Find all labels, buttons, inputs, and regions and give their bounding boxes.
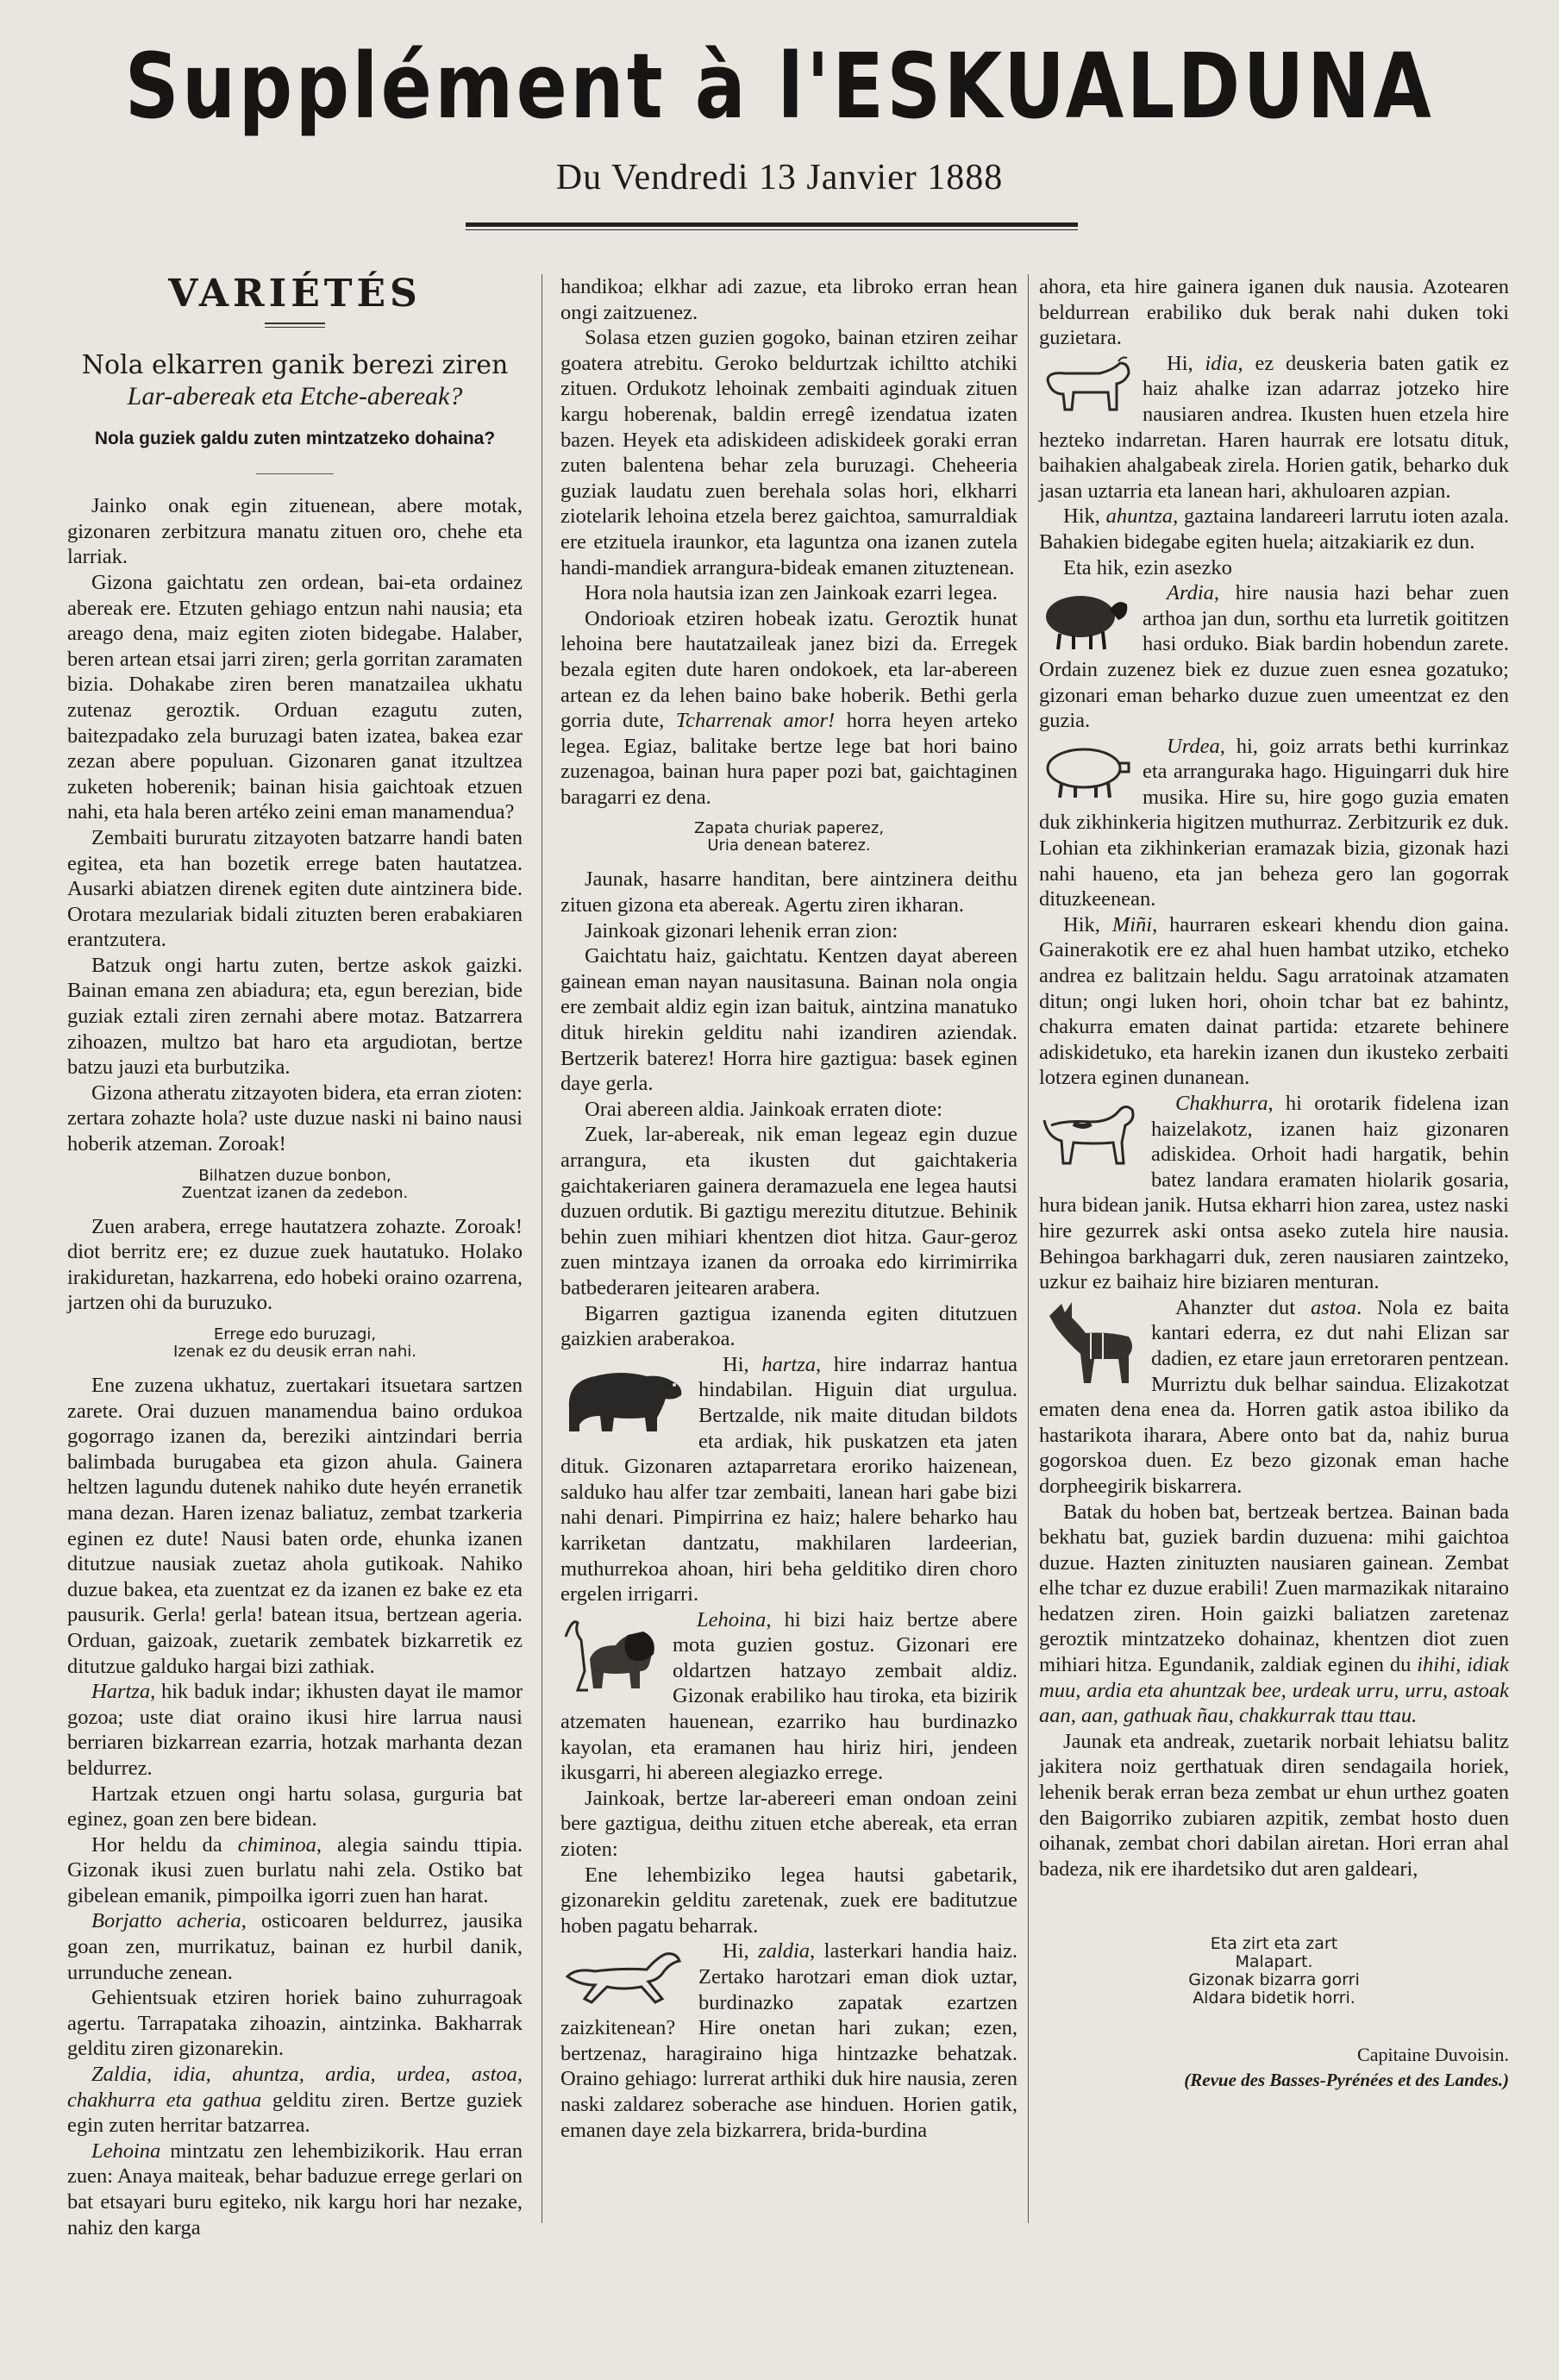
text: Ondorioak etziren hobeak izatu. Geroztik hunat lehoina bere hautatzaileak janez bizi da. Erregek bezala egiten dute haren ondokoek, eta lar-abereen artean ez da lehen baino bake hoberik. Bethi gerla gorria dute, xyxy=(560,606,1017,733)
paragraph xyxy=(67,2139,523,2240)
emphasis: chiminoa xyxy=(237,1832,316,1857)
paragraph: Solasa etzen guzien gogoko, bainan etziren zeihar goatera atrebitu. Geroko beldurtzak ichiltto atchiki zituen. Ordukotz lehoinak zembaiti aginduak zituen kargu hoberenak, baldin erregê izendatua izaten bazen. Heyek eta adiskideen adiskideek goraki erran zuten balentena behar zela buruzagi. Cheheeria guziak laudatu zuen berehala solas hori, elkharri ziotelarik lehoina etzela berez gaichtoa, samurraldiak ere etzituela iraunkor, eta laguntza ona izanen zutela handi-mandiek arrangura-bideak emanen zituztenean. xyxy=(560,326,1017,579)
column-2 xyxy=(560,274,1017,2143)
paragraph: handikoa; elkhar adi zazue, eta libroko erran hean ongi zaitzuenez. xyxy=(560,275,1017,324)
paragraph: Gehientsuak etziren horiek baino zuhurragoak agertu. Tarrapataka zihoazin, aintzinka. Bakharrak gelditu ziren gizonarekin. xyxy=(67,1986,523,2061)
paragraph xyxy=(1039,580,1509,734)
text: , hik baduk indar; ikhusten dayat ile mamor gozoa; uste diat oraino ikusi hire larrua nausi berriaren bizkarrean ezarria, hotzak marhanta dezan beldurrez. xyxy=(67,1680,523,1780)
paragraph xyxy=(560,1938,1017,2143)
text: Hik, xyxy=(1063,504,1106,529)
paragraph: Gaichtatu haiz, gaichtatu. Kentzen dayat abereen gainean eman nayan nausitasuna. Bainan nola ongia ere zembait aldiz egin izan baituk, aintzina manatuko dituk hirekin gelditu nahi izandiren aziendak. Bertzerik baterez! Horra hire gaztigua: basek eginen daye gerla. xyxy=(560,944,1017,1096)
column-divider xyxy=(1028,274,1029,2223)
emphasis: Lehoina xyxy=(697,1607,767,1632)
paragraph: Jaunak eta andreak, zuetarik norbait lehiatsu balitz jakitera noiz gerthatuak diren sendagaila horiek, lehenik berak erran beza zembat ur ehun urthez goaten den Baigorriko zubiaren azpitik, zembat hosto duen oihanak, zembat chori dabilan airetan. Hori erran ahal badeza, nik ere ihardetsiko dut aren galdeari, xyxy=(1039,1729,1509,1881)
masthead-rule xyxy=(466,222,1078,227)
paragraph: Hartzak etzuen ongi hartu solasa, gurguria bat eginez, goan zen bere bidean. xyxy=(67,1782,523,1832)
article-subtitle-line1: Nola elkarren ganik berezi ziren xyxy=(81,349,509,380)
paragraph xyxy=(1039,504,1509,554)
bear-icon xyxy=(560,1356,690,1438)
emphasis: hartza xyxy=(761,1352,817,1376)
text: , osticoaren beldurrez, jausika goan zen, murrikatuz, bainan ez hurbil danik, urrunduche zenean. xyxy=(67,1909,523,1984)
paragraph: Jaunak, hasarre handitan, bere aintzinera deithu zituen gizona eta abereak. Agertu ziren ikharan. xyxy=(560,867,1017,918)
emphasis: Hartza xyxy=(91,1680,151,1704)
paragraph: Jainkoak, bertze lar-abereeri eman ondoan zeini bere gaztigua, deithu zituen etche abereak, eta erran zioten: xyxy=(560,1786,1017,1862)
emphasis: Borjatto acheria xyxy=(91,1909,241,1933)
dog-icon xyxy=(1039,1094,1143,1170)
paragraph: ahora, eta hire gainera iganen duk nausia. Azotearen beldurrean erabiliko duk berak nahi duken toki guzietara. xyxy=(1039,275,1509,350)
text: horra heyen arteko legea. Egiaz, balitake bertze lege bat hori baino zuzenagoa, bainan hura paper pozi bat, gaichtaginen baragarri ez dena. xyxy=(560,709,1018,809)
paragraph xyxy=(67,1679,523,1781)
verse-line: Aldara bidetik horri. xyxy=(1193,1989,1356,2008)
paragraph: Zuek, lar-abereak, nik eman legeaz egin duzue arrangura, eta ikusten dut gaichtakeria gaichtakeriaren gainera deramazuela ene legea hautsi duzuen ordutik. Bi gaztigu merezitu ditutzue. Behinik behin zuen mihiari khentzen diot hitza. Gaur-geroz zuen mintzaya izanen da orroaka edo kirrimirrika batbederaren jeitearen arabera. xyxy=(560,1123,1017,1300)
closing-verse xyxy=(1039,1935,1509,2007)
column-1 xyxy=(67,274,523,2240)
emphasis: ihihi, idiak muu, ardia eta ahuntzak bee, urdeak urru, urru, astoak aan, aan, gathuak ñau, chakkurrak ttau ttau. xyxy=(1039,1653,1509,1728)
verse-line: Zapata churiak paperez, xyxy=(693,819,885,838)
paragraph xyxy=(1039,912,1509,1091)
paragraph: Jainko onak egin zituenean, abere motak, gizonaren zerbitzura manatu zituen oro, chehe eta larriak. xyxy=(67,494,523,569)
text: Hi, xyxy=(1167,351,1205,375)
text: , lasterkari handia haiz. Zertako harotzari eman diok uztar, burdinazko zapatak ezartzen zaizkitenean? Hire onetan hari zukan; ezen, bertzenaz, haragiraino higa hintzazke behatzak. Oraino gehiago: lurrerat arthiki duk hire nausia, zeren naski zaldarez soberache ase hinduen. Horien gatik, emanen daye zela bizkarrera, brida-burdina xyxy=(560,1939,1018,2142)
pig-icon xyxy=(1039,737,1134,803)
paragraph: Hora nola hautsia izan zen Jainkoak ezarri legea. xyxy=(585,581,998,605)
verse-line: Bilhatzen duzue bonbon, xyxy=(198,1166,391,1185)
paragraph xyxy=(1039,351,1509,504)
article-question: Nola guziek galdu zuten mintzatzeko dohaina? xyxy=(94,428,496,448)
ox-icon xyxy=(1039,354,1134,422)
paragraph xyxy=(67,2062,523,2139)
paragraph: Gizona gaichtatu zen ordean, bai-eta ordainez abereak ere. Etzuten gehiago entzun nahi nausia; eta areago dena, maiz egiten zioten bidegabe. Halaber, beren artean etsai jarri ziren; gerla gorritan zaramaten bizia. Dohakabe ziren beren manatzailea ukhatu zutenaz geroztik. Orduan ezagutu zuten, baitezpadako zela buruzagi baten izatea, bakea ezar zezan abere populuan. Gizonaren ganat itzultzea zuketen hoberenik; bainan hisia gaichtoak etzuen nahi, eta hala beren artéko zeini eman manamendua? xyxy=(67,570,523,824)
paragraph: Eta hik, ezin asezko xyxy=(1063,555,1232,579)
text: , gaztaina landareeri larrutu ioten azala. Bahakien bidegabe egiten huela; aitzakiarik ez dun. xyxy=(1039,504,1510,554)
paragraph: Gizona atheratu zitzayoten bidera, eta erran zioten: zertara zohazte hola? uste duzue naski ni baino nausi hoberik atzeman. Zoroak! xyxy=(67,1080,523,1156)
emphasis: Tcharrenak amor! xyxy=(675,709,836,733)
emphasis: Lehoina xyxy=(91,2139,161,2163)
text: , alegia saindu ttipia. Gizonak ikusi zuen burlatu nahi zela. Ostiko bat gibelean emanik, pimpoilka igorri zuen han harat. xyxy=(67,1832,523,1907)
donkey-icon xyxy=(1039,1299,1143,1392)
text: Hik, xyxy=(1063,912,1112,936)
masthead xyxy=(0,34,1559,198)
section-rule xyxy=(265,323,325,328)
paragraph: Bigarren gaztigua izanenda egiten ditutzuen gaizkien araberakoa. xyxy=(560,1301,1017,1351)
text: Batak du hoben bat, bertzeak bertzea. Bainan bada bekhatu bat, guziek bardin duzuena: mihi gaichtoa duzue. Hazten zinituzten nausiaren gainean. Zembat elhe tchar ez duzue erabili! Zuen marmazikak nitaraino hedatzen ziren. Hoin gaizki baliatzen zaretenaz geroztik mintzatzeko dohainaz, khentzen diot zuen mihiari hitza. Egundanik, zaldiak eginen du xyxy=(1039,1500,1509,1677)
paragraph xyxy=(560,1607,1017,1786)
paragraph: Zembaiti bururatu zitzayoten batzarre handi baten egitea, eta han bozetik errege baten hautatzea. Ausarki abiatzen direnek egiten dute aintzinera bide. Orotara mezulariak bidali zituzten beren erabakiaren erantzutera. xyxy=(67,825,523,952)
section-title: VARIÉTÉS xyxy=(168,272,422,316)
lion-icon xyxy=(560,1611,664,1697)
emphasis: Ardia xyxy=(1167,581,1214,605)
text: , hire nausia hazi behar zuen arthoa jan dun, sorthu eta lurretik goititzen hasi orduko. Biak bardin hobendun zarete. Ordain zuzenez biek ez duzue zuen esnea gozatuko; gizonari eman beharko duzue zuen umeentzat ez den guzia. xyxy=(1039,581,1509,733)
text: Hi, xyxy=(723,1352,762,1376)
text: , hi, goiz arrats bethi kurrinkaz eta arranguraka hago. Higuingarri duk hire musika. Hire su, hire gogo guzia ematen duk zikhinkeria higitzen muthurraz. Zerbitzurik ez duk. Lohian eta zikhinkerian eramazak bizia, gizonak hazi nahi haueno, eta jan beheza gero lan gogorrak dituzkeenean. xyxy=(1039,734,1509,911)
masthead-rule-thin xyxy=(466,229,1078,230)
verse-line: Eta zirt eta zart xyxy=(1210,1934,1338,1954)
paragraph: Jainkoak gizonari lehenik erran zion: xyxy=(585,918,898,943)
text: . Nola ez baita kantari ederra, ez dut nahi Elizan sar dadien, ez etare jaun erretoraren pentzean. Murriztu duk belhar saindua. Elizakotzat ematen dena enea da. Horren gatik astoa ibiliko da hastarikota iharara, Abere onto bat da, nahiz burua gogorskoa duen. Ez bezo gizonak eman hache dorpheegirik biskarrera. xyxy=(1039,1295,1509,1498)
sheep-icon xyxy=(1039,584,1134,654)
verse-line: Malapart. xyxy=(1235,1952,1313,1972)
text: mintzatu zen lehembizikorik. Hau erran zuen: Anaya maiteak, behar baduzue errege gerlari on bat etsayari buru egiteko, nik kargu hori har nezake, nahiz den karga xyxy=(67,2139,523,2239)
author-signature: Capitaine Duvoisin. xyxy=(1357,2044,1509,2066)
verse xyxy=(67,1326,523,1361)
verse-line: Gizonak bizarra gorri xyxy=(1188,1970,1360,1990)
paragraph: Ene zuzena ukhatuz, zuertakari itsuetara sartzen zarete. Orai duzuen manamendua baino ordukoa gogorrago izanen da, bereziki aintzindari berria balimbada burugabea eta gizon ahula. Gainera heltzen lagundu dutenek nahiko dute heyén erranetik mana dezan. Haren izenaz baliatuz, zembat tzarkeria eginen ez dute! Nausi baten orde, ehunka izanen ditutzue nausiak zuetaz ahola gutikoak. Nahiko duzue bakea, eta zuentzat ez da izanen ez bake ez eta pausurik. Gerla! gerla! batean itsua, bertzean ageria. Orduan, gaizoak, zuetarik zembatek bizkarretik ez ditutzue galduko hargai bizi zathiak. xyxy=(67,1374,523,1678)
emphasis: ahuntza xyxy=(1105,504,1174,529)
verse xyxy=(560,820,1017,855)
paragraph: Batzuk ongi hartu zuten, bertze askok gaizki. Bainan emana zen abiadura; eta, egun berezian, bide guziak eztali ziren zernahi abere motaz. Batzarrera zihoazen, multzo bat haro eta argudiotan, bertze batzu jauzi eta burbutzika. xyxy=(67,953,523,1080)
emphasis: Chakhurra xyxy=(1175,1092,1268,1115)
masthead-title: Supplément à l'ESKUALDUNA xyxy=(124,34,1435,139)
paragraph xyxy=(67,1832,523,1909)
paragraph: Zuen arabera, errege hautatzera zohazte. Zoroak! diot berritz ere; ez duzue zuek hautatuko. Holako irakiduretan, hazkarrena, edo hobeki oraino ozarrena, jartzen ohi da buruzuko. xyxy=(67,1214,523,1315)
text: Hor heldu da xyxy=(91,1832,238,1857)
divider xyxy=(256,473,334,474)
paragraph xyxy=(1039,1091,1509,1295)
masthead-date: Du Vendredi 13 Janvier 1888 xyxy=(555,158,1004,197)
emphasis: Miñi xyxy=(1111,912,1153,936)
paragraph: Ene lehembiziko legea hautsi gabetarik, gizonarekin gelditu zaretenak, zuek ere baditutzue hoben pagatu beharrak. xyxy=(560,1863,1017,1938)
text: , hi orotarik fidelena izan haizelakotz, izanen haiz gizonaren adiskidea. Orhoit hadi hargatik, behin batez landara eramaten hiolarik gosaria, hura bidean janik. Hutsa ekharri hion zarea, ustez naski hire gezurrek aski ontsa aseko zutela hire nausia. Behingoa barkhagarri duk, zeren nausiaren zaintzeko, uzkur ez baihaiz hire biziaren menturan. xyxy=(1039,1092,1509,1294)
text: Hi, xyxy=(723,1939,759,1964)
emphasis: Urdea xyxy=(1167,734,1220,758)
verse-line: Izenak ez du deusik erran nahi. xyxy=(173,1343,416,1361)
paragraph xyxy=(67,1908,523,1985)
article-subtitle-line2: Lar-abereak eta Etche-abereak? xyxy=(127,381,463,410)
text: gelditu ziren. Bertze guziek egin zuten herritar batzarrea. xyxy=(67,2088,523,2138)
verse xyxy=(67,1168,523,1202)
text: , hi bizi haiz bertze abere mota guzien gostuz. Gizonari ere oldartzen hatzayo zembait aldiz. Gizonak erabiliko hau tiroka, eta bizirik atzematen hauenean, ezarriko hau burdinazko kayolan, eta eramanen hau hiriz hiri, jendeen ikusgarri, hi abereen alegiazko errege. xyxy=(560,1607,1017,1785)
paragraph xyxy=(560,1352,1017,1607)
paragraph xyxy=(560,606,1017,811)
text: , haurraren eskeari khendu dion gaina. Gainerakotik ere ez ahal huen hambat utziko, etcheko andrea ez balitzain heldu. Sagu arratoinak atzamaten ditun; ongi luken hori, ohoin tchar bat ez bahintz, chakurra ematen dainat partida: etzarete behinere adiskidetuko, eta harekin izanen dun ikusteko zerbaiti lotzera eginen dunanean. xyxy=(1039,912,1509,1090)
emphasis: zaldia xyxy=(758,1939,811,1964)
text: Ahanzter dut xyxy=(1175,1295,1311,1319)
paragraph: Orai abereen aldia. Jainkoak erraten diote: xyxy=(585,1097,942,1121)
verse-line: Errege edo buruzagi, xyxy=(213,1325,377,1343)
source-credit: (Revue des Basses-Pyrénées et des Landes.) xyxy=(1184,2070,1509,2090)
text: , hire indarraz hantua hindabilan. Higuin diat urgulua. Bertzalde, nik maite ditudan bildots eta ardiak, hik puskatzen eta jaten dituk. Gizonaren aztaparretara eroriko haizenean, salduko hau alfer tzar zembaiti, lanean hari gabe bizi nahi denari. Pimpirrina ez haiz; halere beharko hau karriketan dantzatu, makhilaren lardeerian, muthurrekoa ahoan, hiri beha gelditiko diren choro ergelen irrigarri. xyxy=(560,1352,1017,1606)
text: , ez deuskeria baten gatik ez haiz ahalke izan adarraz jotzeko hire nausiaren andrea. Ikusten huen etzela hire hezteko indarretan. Haren haurrak ere lotsatu dituk, baihakien ahalgabeak zirela. Horien gatik, beharko duk jasan uztarria eta lanean hari, akhuloaren azpian. xyxy=(1039,351,1510,503)
verse-line: Uria denean baterez. xyxy=(707,836,871,855)
paragraph xyxy=(1039,1295,1509,1500)
emphasis: astoa xyxy=(1310,1295,1357,1319)
emphasis: idia xyxy=(1205,351,1238,375)
horse-icon xyxy=(560,1942,690,2011)
verse-line: Zuentzat izanen da zedebon. xyxy=(181,1183,409,1202)
paragraph xyxy=(1039,734,1509,912)
column-3 xyxy=(1039,274,1509,2094)
paragraph xyxy=(1039,1500,1509,1729)
emphasis: Zaldia, idia, ahuntza, ardia, urdea, astoa, chakhurra eta gathua xyxy=(67,2063,523,2112)
